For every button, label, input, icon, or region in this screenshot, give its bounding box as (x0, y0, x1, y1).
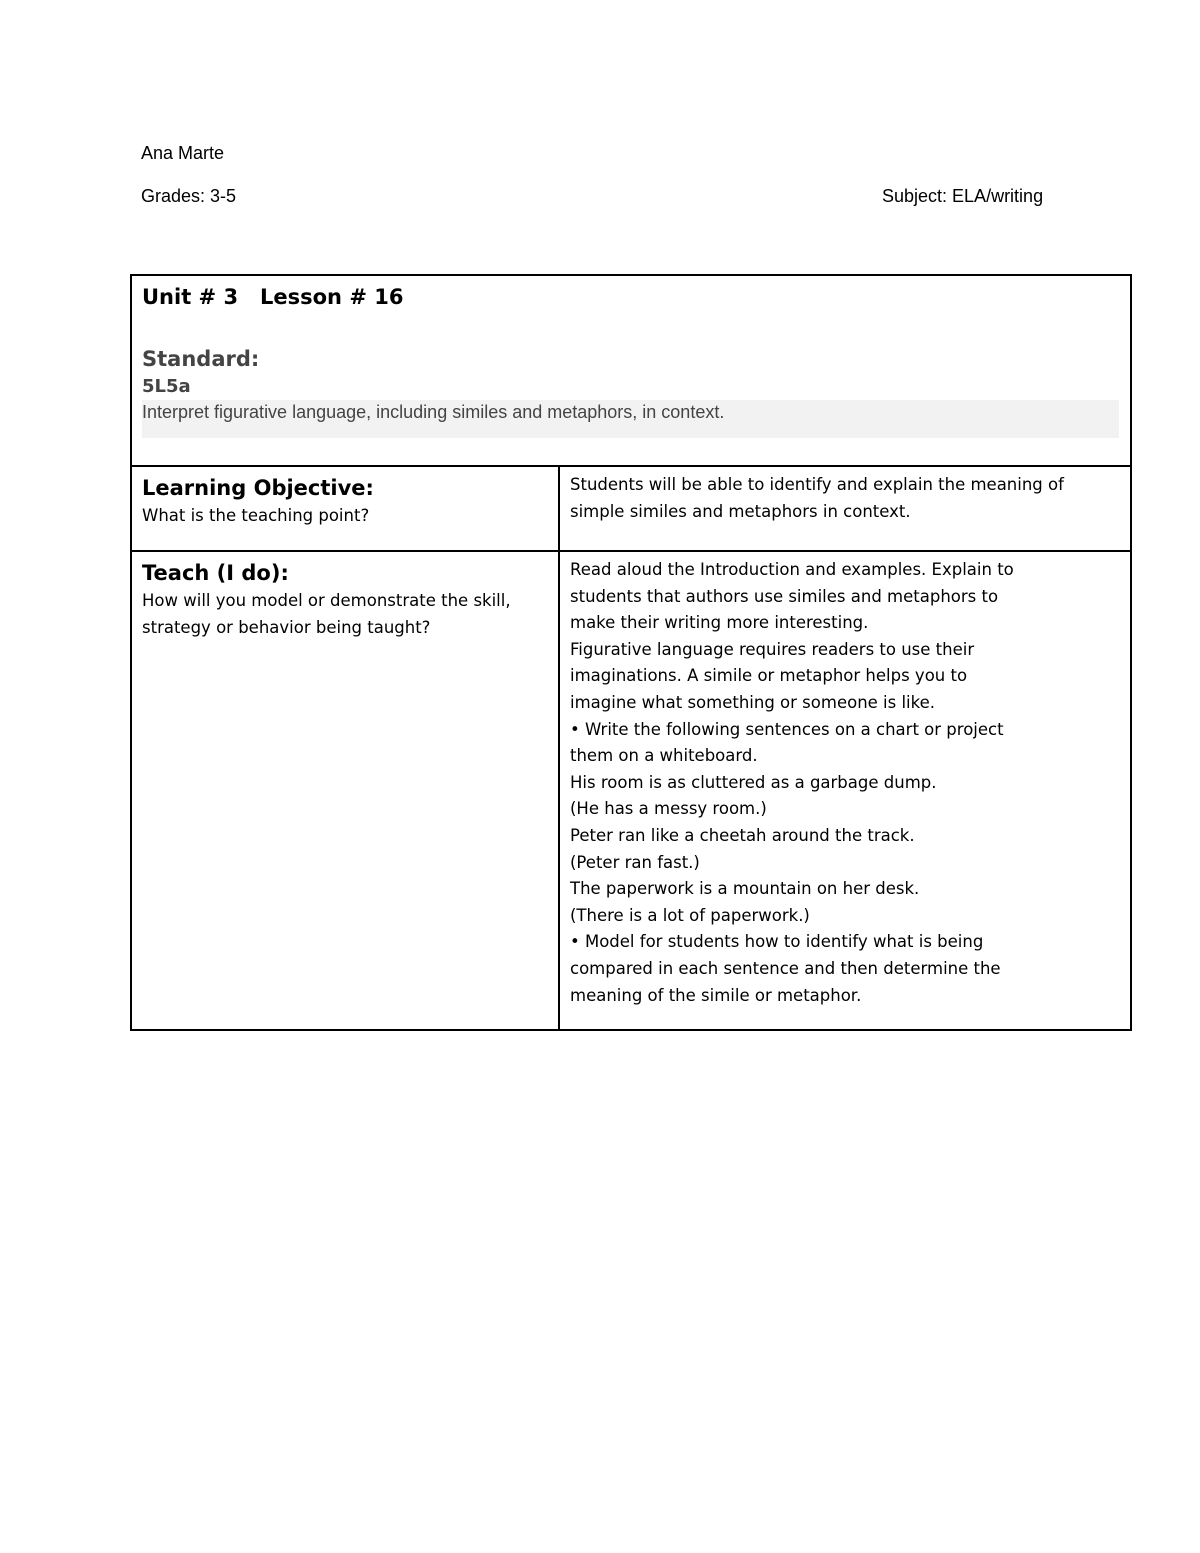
standard-code: 5L5a (142, 376, 191, 397)
teach-body-line: Figurative language requires readers to use their (570, 639, 975, 659)
objective-body-line: Students will be able to identify and explain the meaning of (570, 475, 1064, 494)
subject-label: Subject: ELA/writing (882, 186, 1044, 206)
teach-body-line: Peter ran like a cheetah around the track. (570, 825, 915, 845)
teach-body-line: (He has a messy room.) (570, 799, 767, 819)
objective-label-cell (132, 467, 560, 550)
teach-prompt-line: strategy or behavior being taught? (142, 617, 431, 637)
teach-body-line: make their writing more interesting. (570, 613, 869, 633)
teach-body-cell (560, 552, 1130, 1029)
teach-body-line: them on a whiteboard. (570, 746, 758, 766)
teach-body-line: • Model for students how to identify what is being (570, 932, 984, 952)
teach-body-line: The paperwork is a mountain on her desk. (570, 879, 920, 899)
grades-label: Grades: 3-5 (141, 186, 237, 206)
unit-lesson-title: Unit # 3 Lesson # 16 (142, 285, 404, 309)
objective-heading: Learning Objective: (142, 476, 374, 500)
teach-body-line: • Write the following sentences on a chart or project (570, 719, 1004, 739)
objective-prompt: What is the teaching point? (142, 506, 370, 525)
teach-body-line: students that authors use similes and metaphors to (570, 586, 999, 606)
objective-row (132, 467, 1130, 552)
author-name: Ana Marte (141, 143, 225, 163)
teach-body-line: imagine what something or someone is like. (570, 692, 936, 712)
standard-description: Interpret figurative language, including similes and metaphors, in context. (142, 400, 1119, 438)
teach-body-line: Read aloud the Introduction and examples. Explain to (570, 560, 1014, 579)
teach-prompt (142, 586, 548, 641)
teach-row (132, 552, 1130, 1029)
teach-body-line: (There is a lot of paperwork.) (570, 905, 810, 925)
teach-body-line: (Peter ran fast.) (570, 852, 700, 872)
teach-label-cell (132, 552, 560, 1029)
standard-label: Standard: (142, 347, 260, 371)
objective-body-cell (560, 467, 1130, 550)
lesson-plan-table (130, 274, 1132, 1031)
objective-body-line: simple similes and metaphors in context. (570, 501, 911, 521)
teach-heading: Teach (I do): (142, 561, 289, 585)
teach-prompt-line: How will you model or demonstrate the skill, (142, 591, 511, 610)
teach-body-line: meaning of the simile or metaphor. (570, 985, 862, 1005)
teach-body-line: His room is as cluttered as a garbage dump. (570, 772, 937, 792)
teach-body-line: imaginations. A simile or metaphor helps you to (570, 666, 968, 686)
lesson-header-row (132, 276, 1130, 467)
teach-body-line: compared in each sentence and then determine the (570, 958, 1001, 978)
